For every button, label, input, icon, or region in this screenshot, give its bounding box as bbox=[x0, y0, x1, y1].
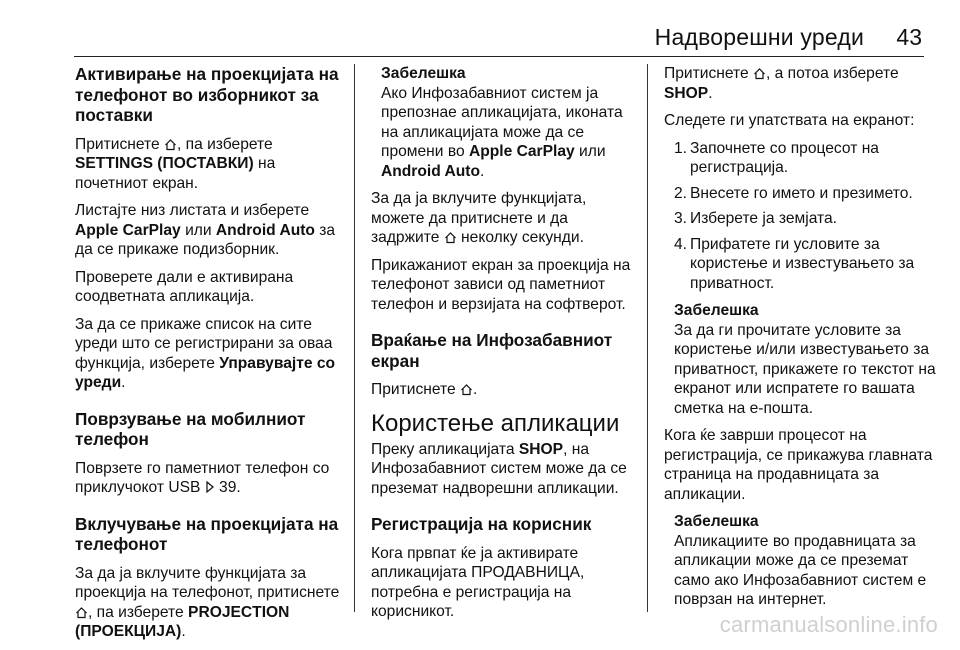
heading-enable-projection: Вклучување на проекцијата на телефонот bbox=[75, 513, 339, 554]
paragraph: Кога ќе заврши процесот на регистрација, се прикажува главната страница на продавницата за апликации. bbox=[664, 427, 933, 503]
column-divider bbox=[647, 64, 648, 612]
heading-using-apps: Користење апликации bbox=[371, 409, 620, 437]
column-3 bbox=[664, 64, 936, 618]
paragraph: За да ја вклучите функцијата за проекција на телефонот, притиснете , па изберете PROJECTION (ПРОЕКЦИЈА). bbox=[75, 564, 340, 640]
page-number: 43 bbox=[896, 24, 922, 50]
watermark: carmanualsonline.info bbox=[719, 612, 938, 637]
column-1 bbox=[75, 64, 345, 650]
paragraph: За да се прикаже список на сите уреди што се регистрирани за оваа функција, изберете Управувајте со уреди. bbox=[75, 315, 336, 391]
column-2 bbox=[371, 64, 637, 630]
home-icon bbox=[75, 606, 88, 619]
paragraph: Притиснете , па изберете SETTINGS (ПОСТАВКИ) на почетниот екран. bbox=[75, 135, 276, 192]
registration-steps-list bbox=[664, 139, 936, 294]
list-item: 2. Внесете го името и презимето. bbox=[674, 184, 913, 202]
home-icon bbox=[753, 67, 766, 80]
note-title: Забелешка bbox=[381, 65, 466, 82]
paragraph: Кога првпат ќе ја активирате апликацијата ПРОДАВНИЦА, потребна е регистрација на корисникот. bbox=[371, 544, 585, 620]
heading-activate-projection: Активирање на проекцијата на телефонот во изборникот за поставки bbox=[75, 64, 339, 125]
list-item: 1. Започнете со процесот на регистрација. bbox=[674, 139, 879, 176]
home-icon bbox=[164, 138, 177, 151]
page-header bbox=[0, 0, 960, 58]
paragraph: Проверете дали е активирана соодветната апликација. bbox=[75, 268, 294, 305]
note-block: Забелешка Апликациите во продавницата за апликации може да се преземат само ако Инфозабавниот систем е поврзан на интернет. bbox=[664, 512, 936, 610]
note-block: Забелешка За да ги прочитате условите за користење и/или известувањето за приватност, прикажете го текстот на екранот или испратете го вашата сметка на е-пошта. bbox=[674, 302, 936, 417]
page-reference-arrow-icon bbox=[205, 481, 215, 493]
heading-user-registration: Регистрација на корисник bbox=[371, 514, 592, 534]
home-icon bbox=[444, 231, 457, 244]
home-icon bbox=[460, 383, 473, 396]
note-block: Забелешка Ако Инфозабавниот систем ја препознае апликацијата, иконата на апликацијата може да се промени во Apple CarPlay или Android Auto. bbox=[371, 64, 637, 181]
note-title: Забелешка bbox=[674, 513, 759, 530]
list-item: 4. Прифатете ги условите за користење и известувањето за приватност. bbox=[674, 235, 915, 292]
paragraph: За да ја вклучите функцијата, можете да притиснете и да задржите неколку секунди. bbox=[371, 190, 587, 246]
note-title: Забелешка bbox=[674, 302, 759, 319]
paragraph: Преку апликацијата SHOP, на Инфозабавниот систем може да се преземат надворешни апликации. bbox=[371, 440, 627, 497]
heading-return-infotainment: Враќање на Инфозабавниот екран bbox=[371, 330, 613, 371]
paragraph: Притиснете , а потоа изберете SHOP. bbox=[664, 65, 899, 102]
paragraph: Прикажаниот екран за проекција на телефонот зависи од паметниот телефон и верзијата на софтверот. bbox=[371, 256, 631, 313]
running-title: Надворешни уреди bbox=[654, 24, 864, 50]
header-rule bbox=[74, 56, 924, 57]
list-item: 3. Изберете ја земјата. bbox=[674, 210, 838, 227]
paragraph: Листајте низ листата и изберете Apple CarPlay или Android Auto за да се прикаже подизборник. bbox=[75, 202, 336, 258]
heading-connect-phone: Поврзување на мобилниот телефон bbox=[75, 408, 306, 449]
paragraph: Следете ги упатствата на екранот: bbox=[664, 112, 915, 129]
paragraph: Поврзете го паметниот телефон со приклучокот USB 39. bbox=[75, 459, 330, 496]
column-divider bbox=[354, 64, 355, 612]
paragraph: Притиснете . bbox=[371, 381, 478, 398]
